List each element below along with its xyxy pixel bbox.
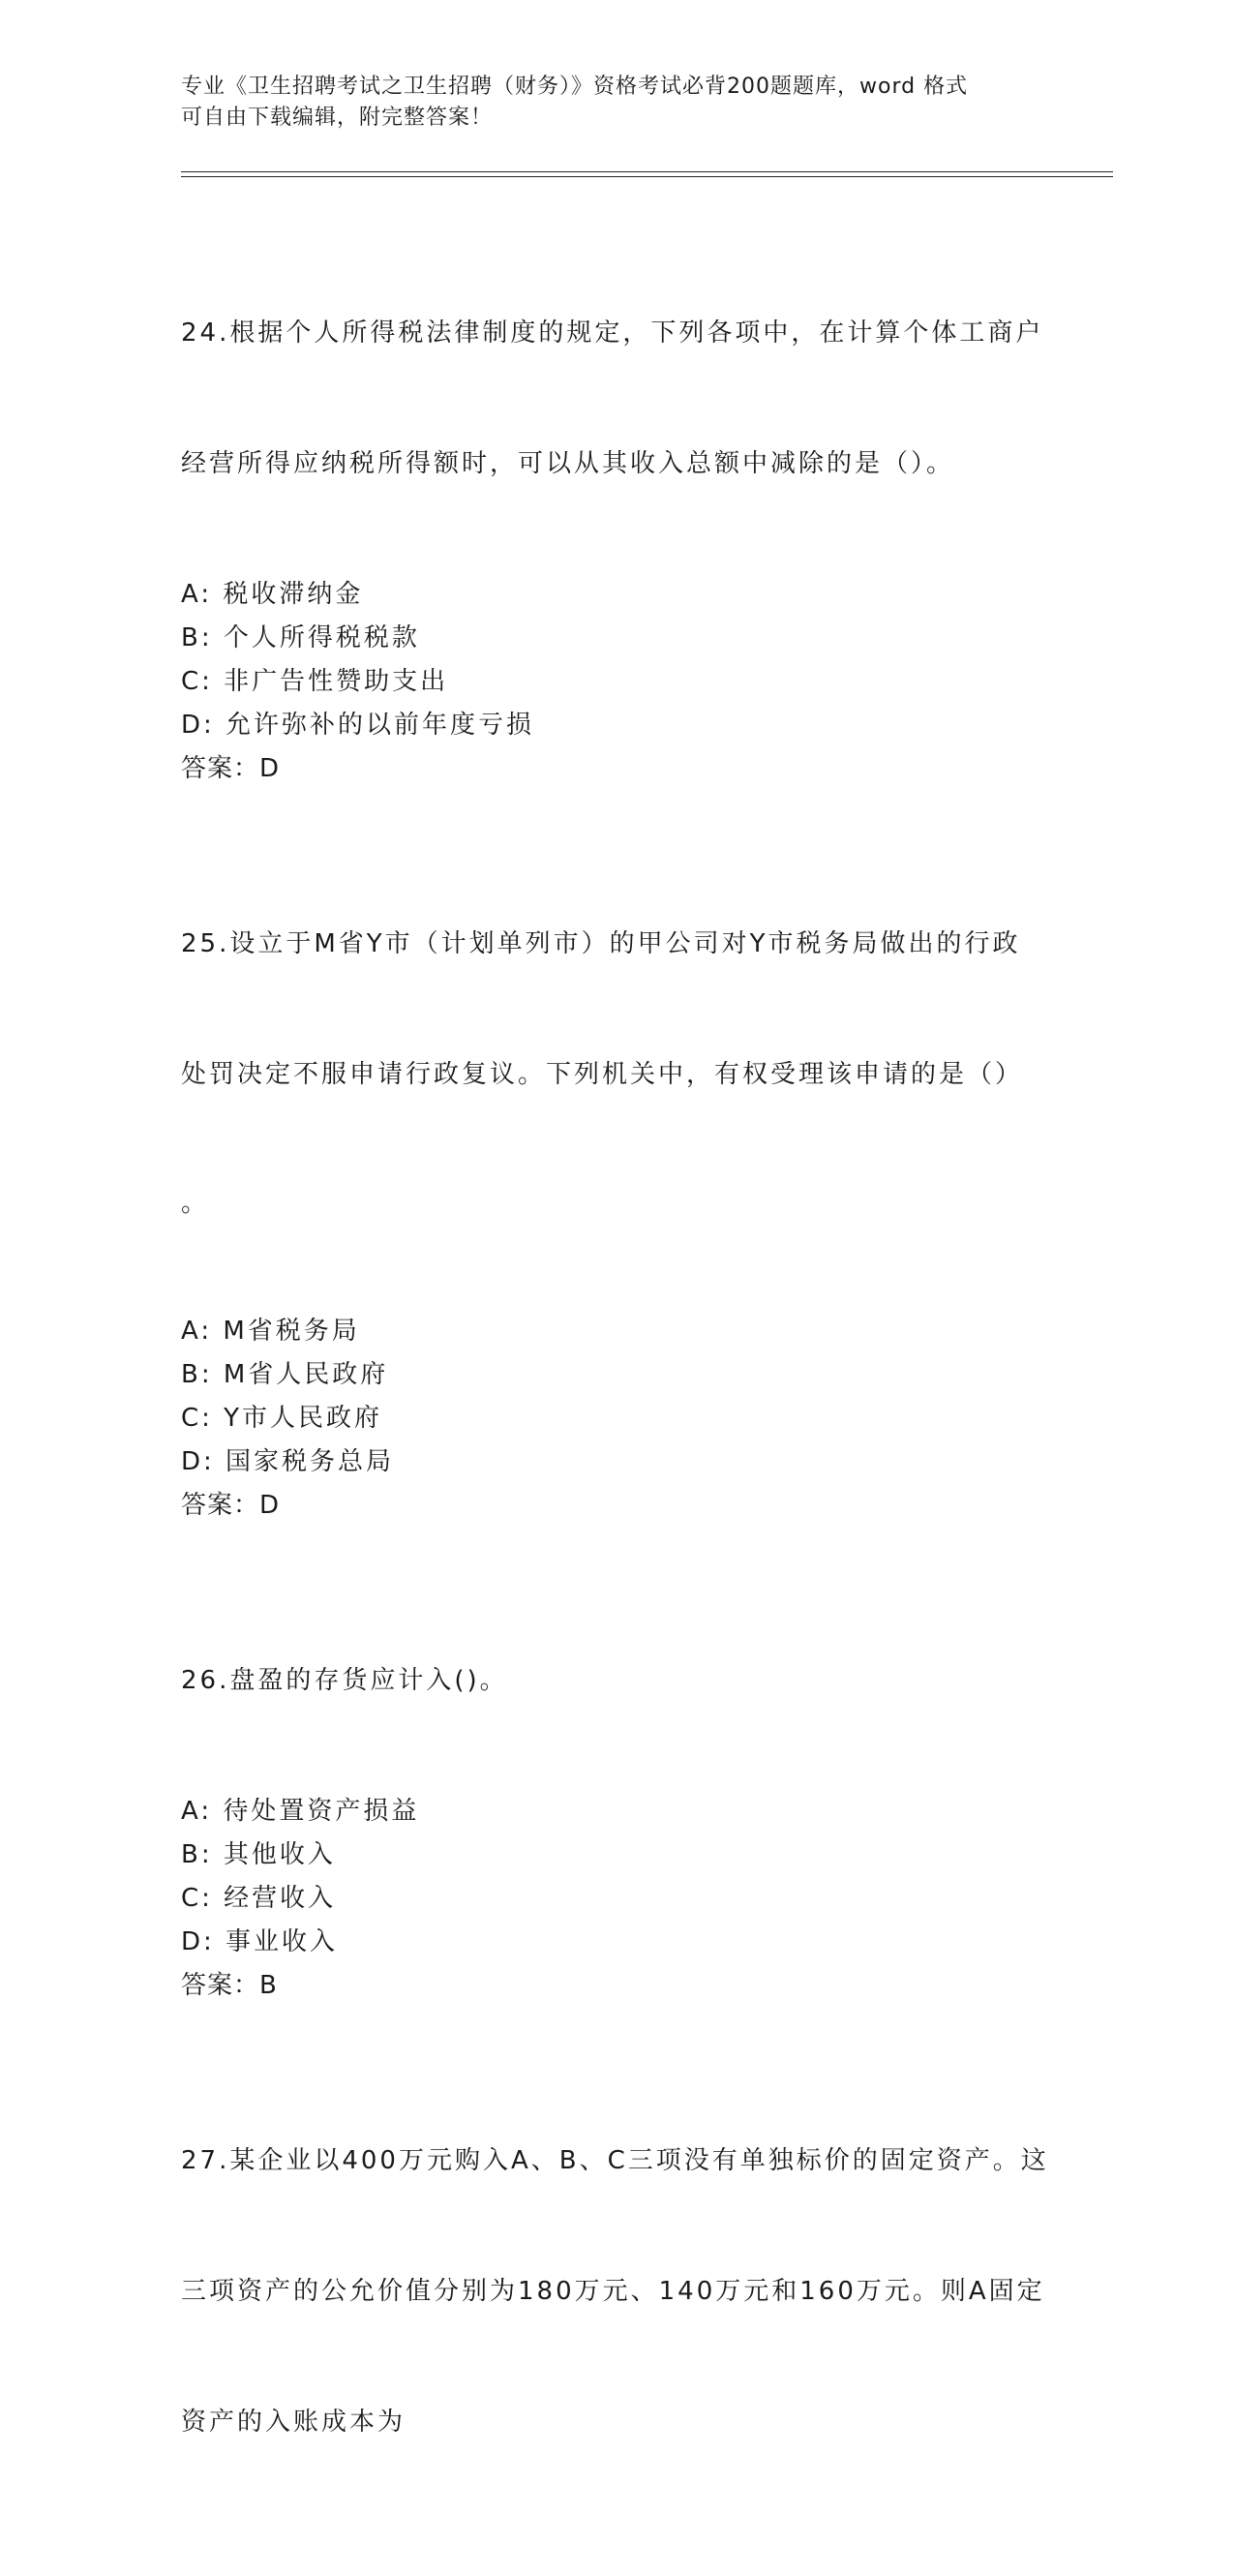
question-text-line: 26.盘盈的存货应计入()。: [181, 1666, 508, 1695]
option-c: C: 经营收入: [181, 1884, 337, 1913]
header-line-1: 专业《卫生招聘考试之卫生招聘（财务）》资格考试必背200题题库，word 格式: [181, 75, 969, 99]
question-text-line: 经营所得应纳税所得额时，可以从其收入总额中减除的是（）。: [181, 449, 955, 478]
question-24: [181, 225, 1052, 791]
option-d: D: 允许弥补的以前年度亏损: [181, 711, 535, 740]
question-text: [181, 2052, 1052, 2531]
question-text-line: 24.根据个人所得税法律制度的规定，下列各项中，在计算个体工商户: [181, 318, 1044, 348]
option-b: B: 其他收入: [181, 1840, 336, 1869]
question-text-line: 处罚决定不服申请行政复议。下列机关中，有权受理该申请的是（）: [181, 1060, 1024, 1089]
header-divider-bottom: [181, 176, 1113, 177]
option-d: D: 国家税务总局: [181, 1447, 395, 1476]
question-27: [181, 2052, 1052, 2531]
document-header: [181, 72, 1033, 134]
question-25: [181, 835, 1052, 1528]
question-text-line: 27.某企业以400万元购入A、B、C三项没有单独标价的固定资产。这: [181, 2146, 1049, 2175]
question-text-line: 25.设立于M省Y市（计划单列市）的甲公司对Y市税务局做出的行政: [181, 929, 1021, 958]
option-c: C: Y市人民政府: [181, 1404, 383, 1433]
option-b: B: 个人所得税税款: [181, 623, 420, 652]
answer: 答案：B: [181, 1971, 278, 2000]
question-text-line: 三项资产的公允价值分别为180万元、140万元和160万元。则A固定: [181, 2277, 1045, 2306]
question-list: [181, 225, 1052, 2576]
question-text-line: 。: [181, 1189, 210, 1218]
option-a: A: 税收滞纳金: [181, 580, 364, 609]
header-line-2: 可自由下载编辑，附完整答案！: [181, 106, 494, 130]
option-d: D: 事业收入: [181, 1927, 339, 1956]
option-c: C: 非广告性赞助支出: [181, 667, 449, 696]
question-text: [181, 1572, 1052, 1790]
option-a: A: 待处置资产损益: [181, 1797, 420, 1826]
option-a: A: M省税务局: [181, 1317, 360, 1346]
answer: 答案：D: [181, 754, 281, 783]
question-26: [181, 1572, 1052, 2008]
header-divider-top: [181, 171, 1113, 172]
question-text: [181, 835, 1052, 1310]
question-text-line: 资产的入账成本为: [181, 2408, 406, 2437]
option-b: B: M省人民政府: [181, 1360, 389, 1389]
question-text: [181, 225, 1052, 573]
answer: 答案：D: [181, 1491, 281, 1520]
